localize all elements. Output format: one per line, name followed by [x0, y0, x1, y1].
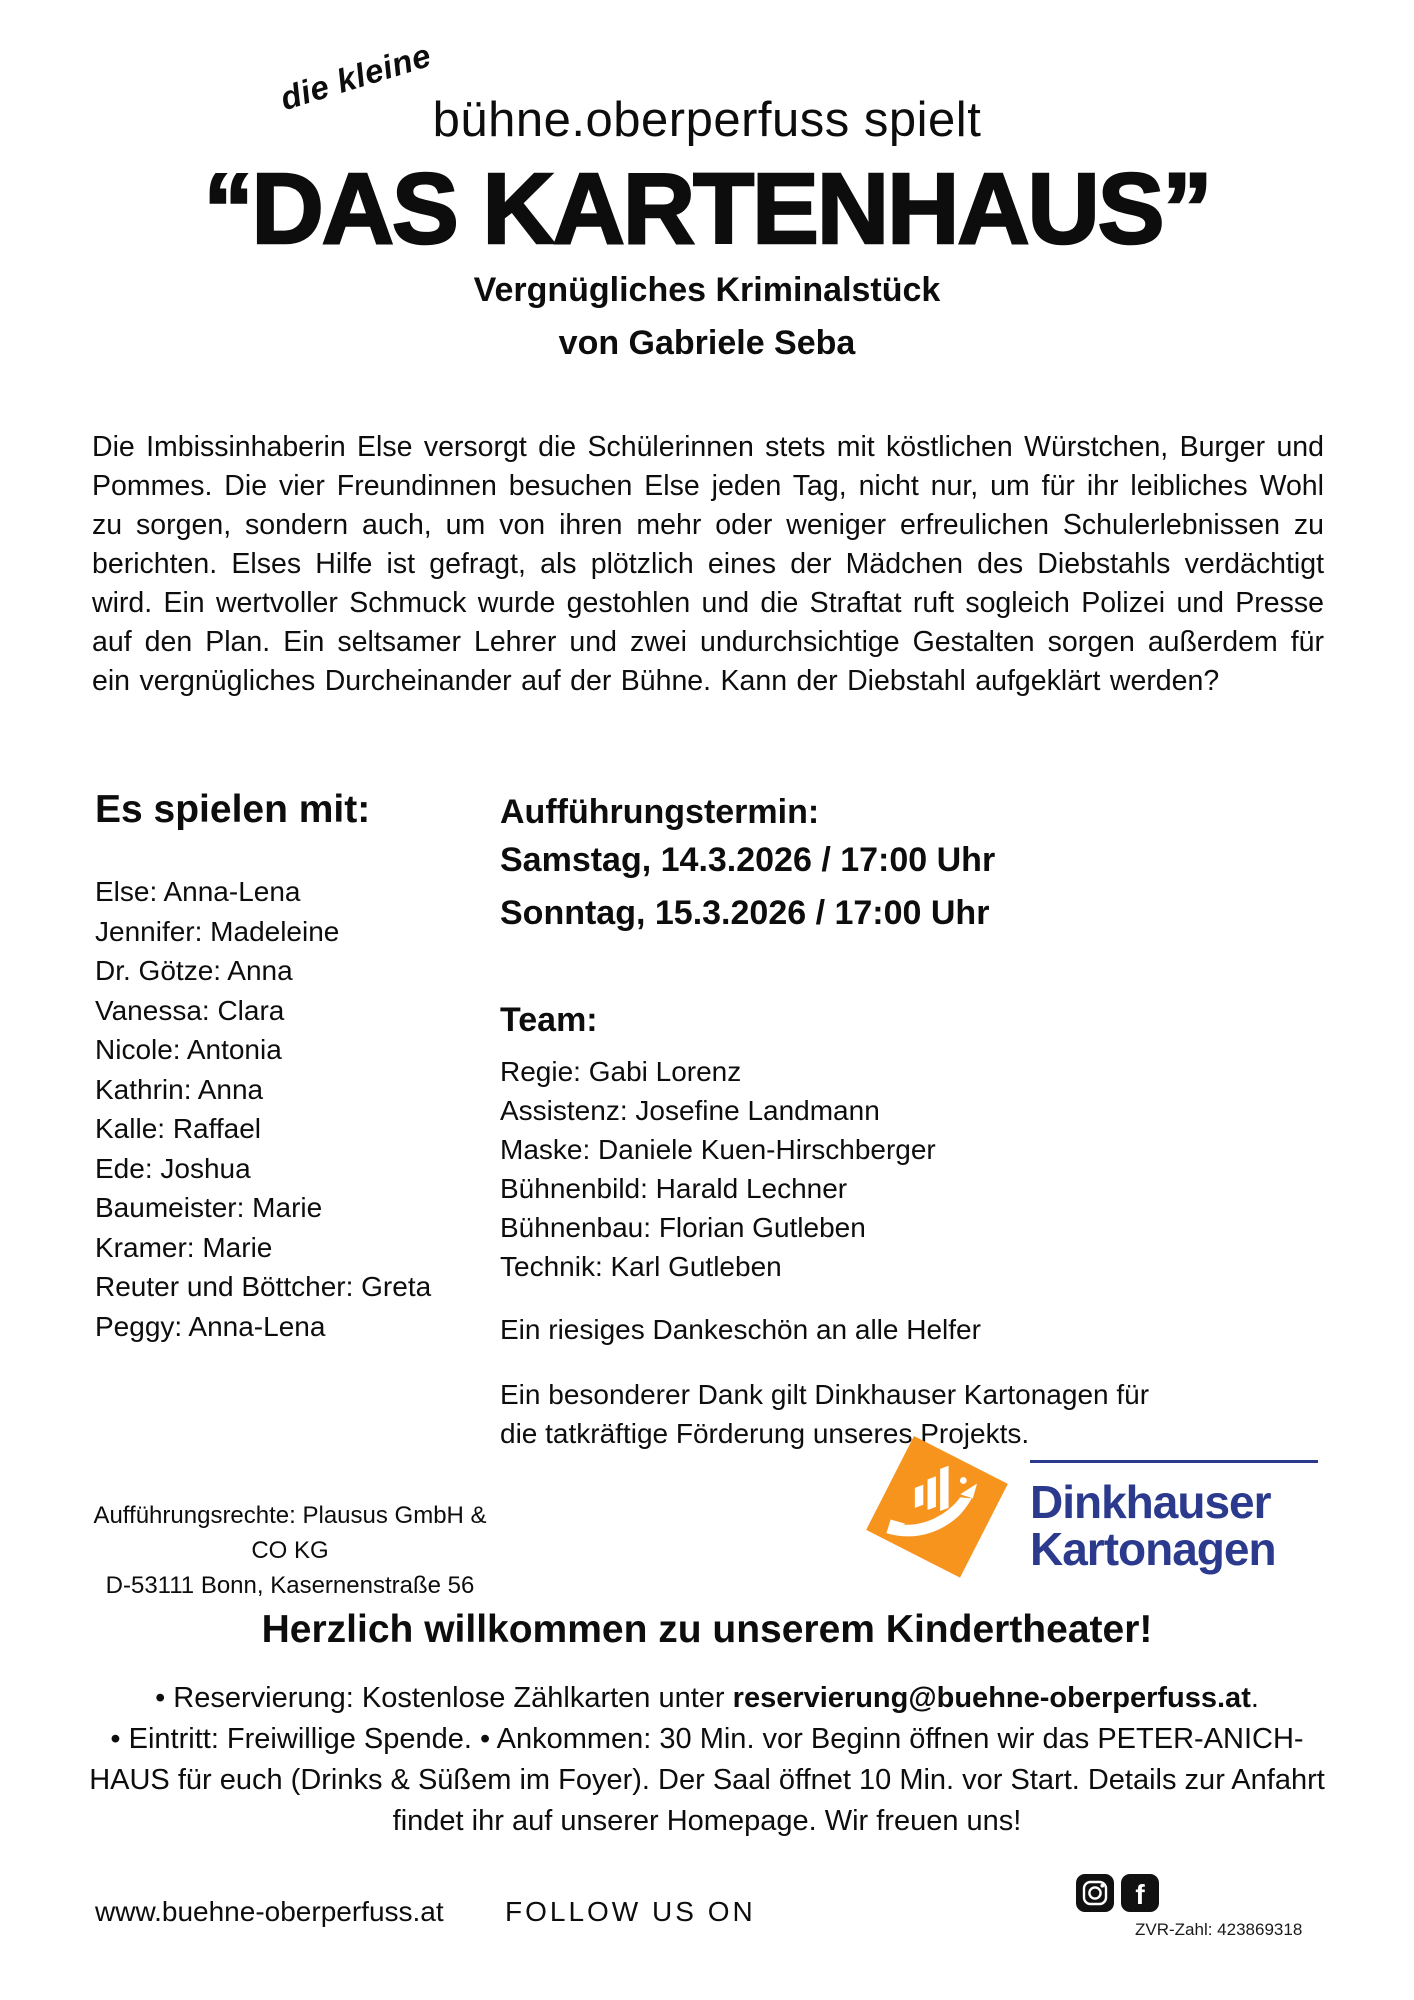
performance-rights: [88, 1498, 492, 1603]
author-line: von Gabriele Seba: [558, 324, 856, 362]
visitor-info: [87, 1678, 1327, 1842]
page-title: “DAS KARTENHAUS”: [203, 153, 1211, 265]
welcome-heading: Herzlich willkommen zu unserem Kindertheater!: [261, 1608, 1153, 1651]
social-icons: [1076, 1874, 1159, 1912]
instagram-icon: [1076, 1874, 1114, 1912]
website-url: www.buehne-oberperfuss.at: [95, 1896, 444, 1927]
team-list: [500, 1052, 1330, 1286]
thanks-helpers-text: Ein riesiges Dankeschön an alle Helfer: [500, 1314, 981, 1345]
team-item: Regie: Gabi Lorenz: [500, 1056, 742, 1087]
reservation-email: reservierung@buehne-oberperfuss.at: [732, 1682, 1251, 1714]
header-overline: bühne.oberperfuss spielt: [432, 93, 982, 147]
cast-item: Kramer: Marie: [95, 1231, 273, 1263]
dinkhauser-bird-logo-icon: [858, 1428, 1016, 1592]
team-item: Assistenz: Josefine Landmann: [500, 1095, 880, 1126]
cast-item: Nicole: Antonia: [95, 1034, 282, 1065]
svg-text:f: f: [1135, 1879, 1145, 1910]
cast-item: Dr. Götze: Anna: [95, 955, 293, 986]
team-item: Maske: Daniele Kuen-Hirschberger: [500, 1134, 936, 1165]
rights-line-1: Aufführungsrechte: Plausus GmbH & CO KG: [93, 1502, 487, 1564]
wordmark-line-2: Kartonagen: [1030, 1522, 1276, 1575]
dinkhauser-wordmark: [1030, 1460, 1318, 1573]
die-kleine-script: die kleine: [275, 36, 436, 118]
cast-item: Jennifer: Madeleine: [95, 915, 340, 947]
performance-heading: Aufführungstermin:: [500, 793, 820, 831]
cast-item: Kalle: Raffael: [95, 1113, 262, 1144]
performance-date: Samstag, 14.3.2026 / 17:00 Uhr: [500, 841, 996, 879]
cast-item: Peggy: Anna-Lena: [95, 1310, 326, 1342]
synopsis-paragraph: Die Imbissinhaberin Else versorgt die Schülerinnen stets mit köstlichen Würstchen, Burger und Pommes. Die vier Freundinnen besuchen Else jeden Tag, nicht nur, um für ihr leibliches Wohl zu sorgen, sondern auch, um von ihren mehr oder weniger erfreulichen Schulerlebnissen zu berichten. Elses Hilfe ist gefragt, als plötzlich eines der Mädchen des Diebstahls verdächtigt wird. Ein wertvoller Schmuck wurde gestohlen und die Straftat ruft sogleich Polizei und Presse auf den Plan. Ein seltsamer Lehrer und zwei undurchsichtige Gestalten sorgen außerdem für ein vergnügliches Durcheinander auf der Bühne. Kann der Diebstahl aufgeklärt werden?: [92, 431, 1324, 697]
zvr-number: ZVR-Zahl: 423869318: [1135, 1920, 1303, 1939]
performance-team-section: [500, 790, 1330, 1453]
performance-date: Sonntag, 15.3.2026 / 17:00 Uhr: [500, 894, 990, 932]
cast-item: Else: Anna-Lena: [95, 876, 301, 907]
page-subtitle: Vergnügliches Kriminalstück: [473, 271, 941, 309]
cast-item: Vanessa: Clara: [95, 994, 285, 1026]
reservation-prefix: • Reservierung: Kostenlose Zählkarten unter: [155, 1682, 733, 1714]
team-item: Bühnenbau: Florian Gutleben: [500, 1212, 866, 1243]
cast-section: [95, 788, 495, 1346]
thanks-sponsor-text: Ein besonderer Dank gilt Dinkhauser Kartonagen für die tatkräftige Förderung unseres Projekts.: [500, 1379, 1150, 1449]
svg-text:®: ®: [985, 1530, 994, 1543]
cast-item: Kathrin: Anna: [95, 1073, 264, 1105]
team-item: Technik: Karl Gutleben: [500, 1251, 782, 1282]
facebook-icon: [1121, 1874, 1159, 1912]
details-paragraph: • Eintritt: Freiwillige Spende. • Ankommen: 30 Min. vor Beginn öffnen wir das PETER-ANICH-HAUS für euch (Drinks & Süßem im Foyer). Der Saal öffnet 10 Min. vor Start. Details zur Anfahrt findet ihr auf unserer Homepage. Wir freuen uns!: [89, 1723, 1325, 1837]
wordmark-rule: [1030, 1460, 1318, 1463]
wordmark-line-1: Dinkhauser: [1030, 1476, 1271, 1528]
team-heading: Team:: [500, 1001, 598, 1039]
rights-line-2: D-53111 Bonn, Kasernenstraße 56: [105, 1572, 475, 1599]
reservation-line: [87, 1678, 1327, 1719]
cast-list: [95, 872, 495, 1346]
cast-item: Ede: Joshua: [95, 1152, 251, 1184]
team-item: Bühnenbild: Harald Lechner: [500, 1173, 848, 1204]
cast-item: Reuter und Böttcher: Greta: [95, 1271, 432, 1302]
cast-item: Baumeister: Marie: [95, 1192, 323, 1223]
cast-heading: Es spielen mit:: [95, 788, 371, 831]
reservation-period: .: [1250, 1682, 1259, 1714]
follow-us-label: FOLLOW US ON: [505, 1896, 756, 1927]
header: [0, 92, 1414, 363]
